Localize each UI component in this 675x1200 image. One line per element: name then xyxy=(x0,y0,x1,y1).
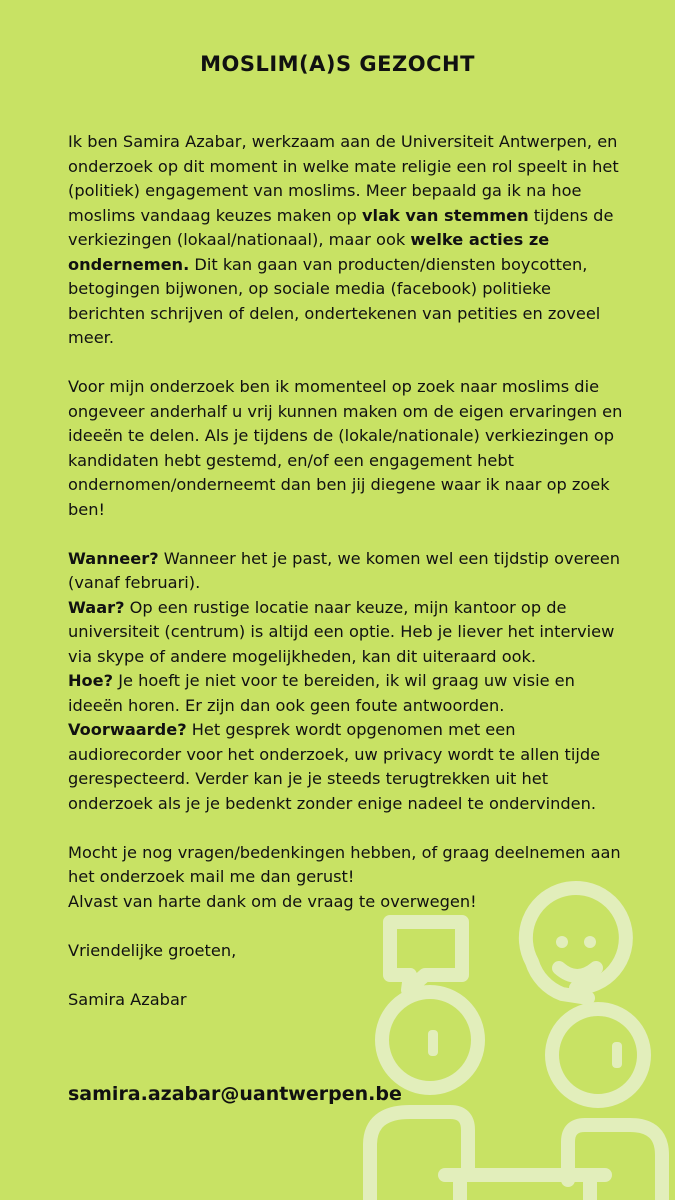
qa-hoe xyxy=(68,669,628,718)
greeting: Vriendelijke groeten, xyxy=(68,940,237,960)
qa-answer: Het gesprek wordt opgenomen met een audiorecorder voor het onderzoek, uw privacy wordt te allen tijde gerespecteerd. Verder kan je je steeds terugtrekken uit het onderzoek als je je bedenkt zonder enige nadeel te ondervinden. xyxy=(68,720,601,813)
qa-answer: Wanneer het je past, we komen wel een tijdstip overeen (vanaf februari). xyxy=(68,548,621,592)
closing-text: Mocht je nog vragen/bedenkingen hebben, of graag deelnemen aan het onderzoek mail me dan gerust! xyxy=(68,842,621,886)
qa-answer: Je hoeft je niet voor te bereiden, ik wil graag uw visie en ideeën horen. Er zijn dan ook geen foute antwoorden. xyxy=(68,671,575,715)
page-title: MOSLIM(A)S GEZOCHT xyxy=(200,52,475,76)
intro-text-1: Ik ben Samira Azabar, werkzaam aan de Universiteit Antwerpen, en onderzoek op dit moment in welke mate religie een rol speelt in het (politiek) engagement van moslims. Meer bepaald ga ik na hoe moslims vandaag keuzes maken op xyxy=(68,132,619,225)
intro-bold-1: vlak van stemmen xyxy=(361,205,529,225)
qa-question: Waar? xyxy=(68,597,125,617)
intro-bold-2: welke acties ze ondernemen. xyxy=(68,230,550,274)
intro-text-2: tijdens de verkiezingen (lokaal/nationaal), maar ook xyxy=(68,205,614,249)
intro-text-3: Dit kan gaan van producten/diensten boycotten, betogingen bijwonen, op sociale media (facebook) politieke berichten schrijven of delen, ondertekenen van petities en zoveel meer. xyxy=(68,254,601,347)
intro-paragraph xyxy=(68,130,628,351)
qa-question: Voorwaarde? xyxy=(68,720,187,739)
body-text xyxy=(68,130,628,1012)
qa-answer: Op een rustige locatie naar keuze, mijn kantoor op de universiteit (centrum) is altijd een optie. Heb je liever het interview via skype of andere mogelijkheden, kan dit uiteraard ook. xyxy=(68,597,615,666)
qa-question: Wanneer? xyxy=(68,548,159,568)
search-paragraph: Voor mijn onderzoek ben ik momenteel op zoek naar moslims die ongeveer anderhalf u vrij kunnen maken om de eigen ervaringen en ideeën te delen. Als je tijdens de (lokale/nationale) verkiezingen op kandidaten hebt gestemd, en/of een engagement hebt ondernomen/onderneemt dan ben jij diegene waar ik naar op zoek ben! xyxy=(68,377,623,519)
qa-wanneer xyxy=(68,547,628,596)
qa-question: Hoe? xyxy=(68,671,114,690)
thanks-text: Alvast van harte dank om de vraag te overwegen! xyxy=(68,891,477,911)
qa-waar xyxy=(68,596,628,670)
qa-voorwaarde xyxy=(68,718,628,816)
email-link[interactable]: samira.azabar@uantwerpen.be xyxy=(68,1083,402,1105)
signature: Samira Azabar xyxy=(68,989,187,1009)
